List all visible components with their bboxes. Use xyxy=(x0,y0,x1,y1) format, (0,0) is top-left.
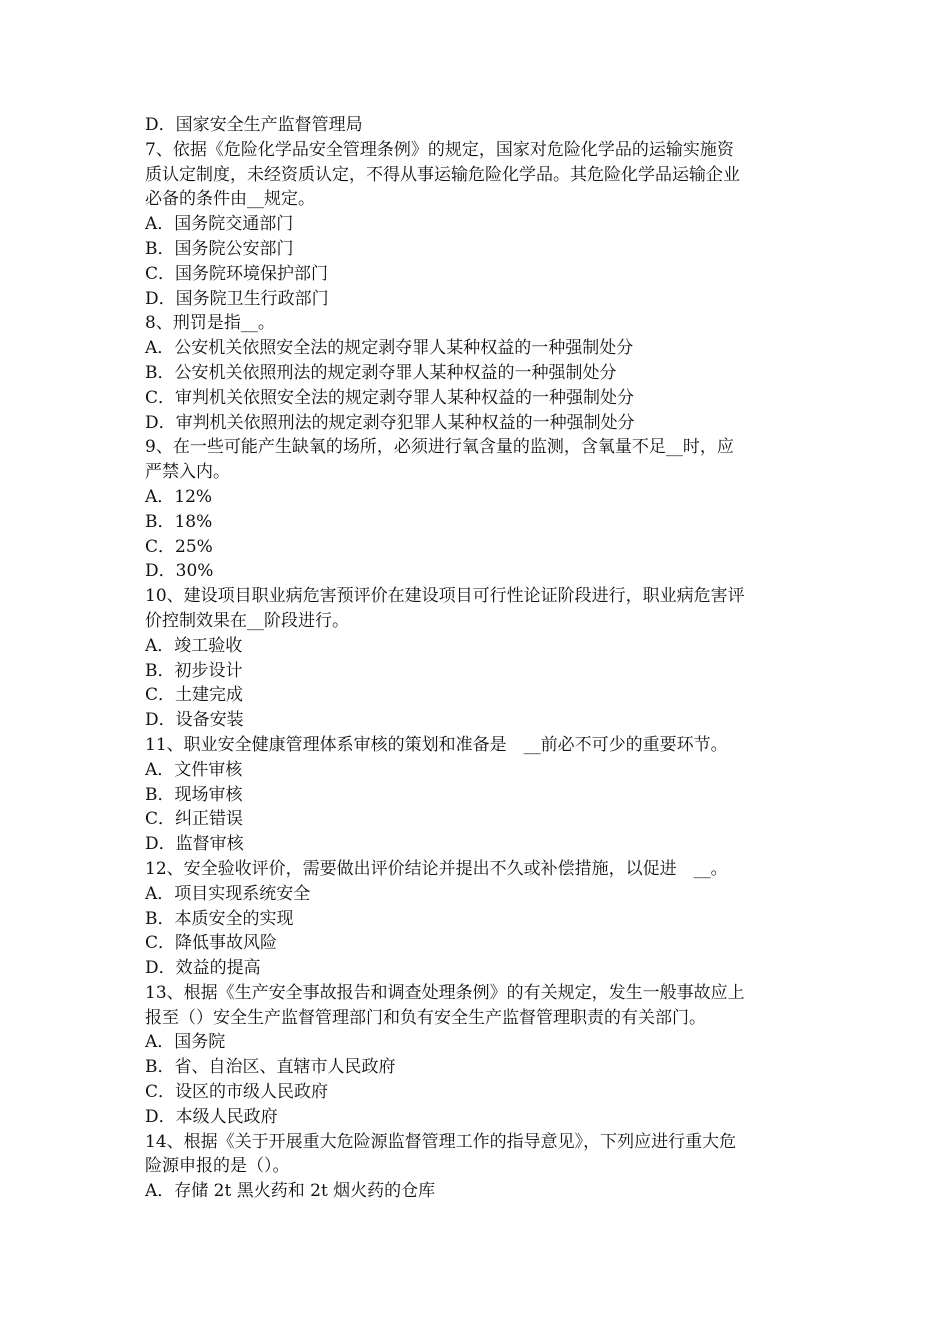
question-line: 价控制效果在__阶段进行。 xyxy=(145,610,349,631)
answer-option-line: D．国务院卫生行政部门 xyxy=(145,288,329,309)
question-line: 14、根据《关于开展重大危险源监督管理工作的指导意见》，下列应进行重大危 xyxy=(145,1131,737,1152)
answer-option-line: A．12% xyxy=(145,486,213,507)
answer-option-line: A．文件审核 xyxy=(145,759,243,780)
answer-option-line: C．25% xyxy=(145,536,213,557)
answer-option-line: C．纠正错误 xyxy=(145,809,244,830)
answer-option-line: A．公安机关依照安全法的规定剥夺罪人某种权益的一种强制处分 xyxy=(145,338,634,359)
exam-question-text xyxy=(145,113,813,1204)
answer-option-line: B．18% xyxy=(145,511,213,532)
answer-option-line: D．国家安全生产监督管理局 xyxy=(145,115,363,135)
question-line: 9、在一些可能产生缺氧的场所，必须进行氧含量的监测，含氧量不足__时，应 xyxy=(145,437,734,458)
answer-option-line: D．监督审核 xyxy=(145,834,244,855)
question-line: 12、安全验收评价，需要做出评价结论并提出不久或补偿措施，以促进 __。 xyxy=(145,858,728,879)
answer-option-line: A．存储 2t 黑火药和 2t 烟火药的仓库 xyxy=(145,1181,436,1202)
answer-option-line: C．国务院环境保护部门 xyxy=(145,263,329,284)
answer-option-line: D．30% xyxy=(145,561,214,582)
answer-option-line: B．初步设计 xyxy=(145,660,243,681)
answer-option-line: A．国务院交通部门 xyxy=(145,214,294,235)
answer-option-line: C．降低事故风险 xyxy=(145,933,278,954)
answer-option-line: C．审判机关依照安全法的规定剥夺罪人某种权益的一种强制处分 xyxy=(145,387,635,408)
answer-option-line: D．审判机关依照刑法的规定剥夺犯罪人某种权益的一种强制处分 xyxy=(145,412,635,433)
answer-option-line: C．设区的市级人民政府 xyxy=(145,1082,329,1103)
answer-option-line: B．本质安全的实现 xyxy=(145,908,294,929)
answer-option-line: C．土建完成 xyxy=(145,685,244,706)
answer-option-line: B．国务院公安部门 xyxy=(145,238,294,259)
answer-option-line: A．竣工验收 xyxy=(145,635,243,656)
question-line: 严禁入内。 xyxy=(145,462,230,483)
question-line: 报至（）安全生产监督管理部门和负有安全生产监督管理职责的有关部门。 xyxy=(145,1007,706,1028)
answer-option-line: B．公安机关依照刑法的规定剥夺罪人某种权益的一种强制处分 xyxy=(145,362,617,383)
answer-option-line: B．省、自治区、直辖市人民政府 xyxy=(145,1057,396,1078)
answer-option-line: D．效益的提高 xyxy=(145,958,261,979)
answer-option-line: B．现场审核 xyxy=(145,784,243,805)
question-line: 质认定制度，未经资质认定，不得从事运输危险化学品。其危险化学品运输企业 xyxy=(145,164,740,185)
answer-option-line: A．项目实现系统安全 xyxy=(145,883,311,904)
answer-option-line: A．国务院 xyxy=(145,1032,226,1053)
answer-option-line: D．本级人民政府 xyxy=(145,1106,278,1127)
question-line: 13、根据《生产安全事故报告和调查处理条例》的有关规定，发生一般事故应上 xyxy=(145,982,745,1003)
question-line: 7、依据《危险化学品安全管理条例》的规定，国家对危险化学品的运输实施资 xyxy=(145,139,734,160)
answer-option-line: D．设备安装 xyxy=(145,710,244,731)
question-line: 险源申报的是（）。 xyxy=(145,1156,290,1177)
question-line: 10、建设项目职业病危害预评价在建设项目可行性论证阶段进行，职业病危害评 xyxy=(145,586,745,607)
question-line: 11、职业安全健康管理体系审核的策划和准备是 __前必不可少的重要环节。 xyxy=(145,734,728,755)
question-line: 必备的条件由__规定。 xyxy=(145,189,315,210)
question-line: 8、刑罚是指__。 xyxy=(145,313,275,334)
